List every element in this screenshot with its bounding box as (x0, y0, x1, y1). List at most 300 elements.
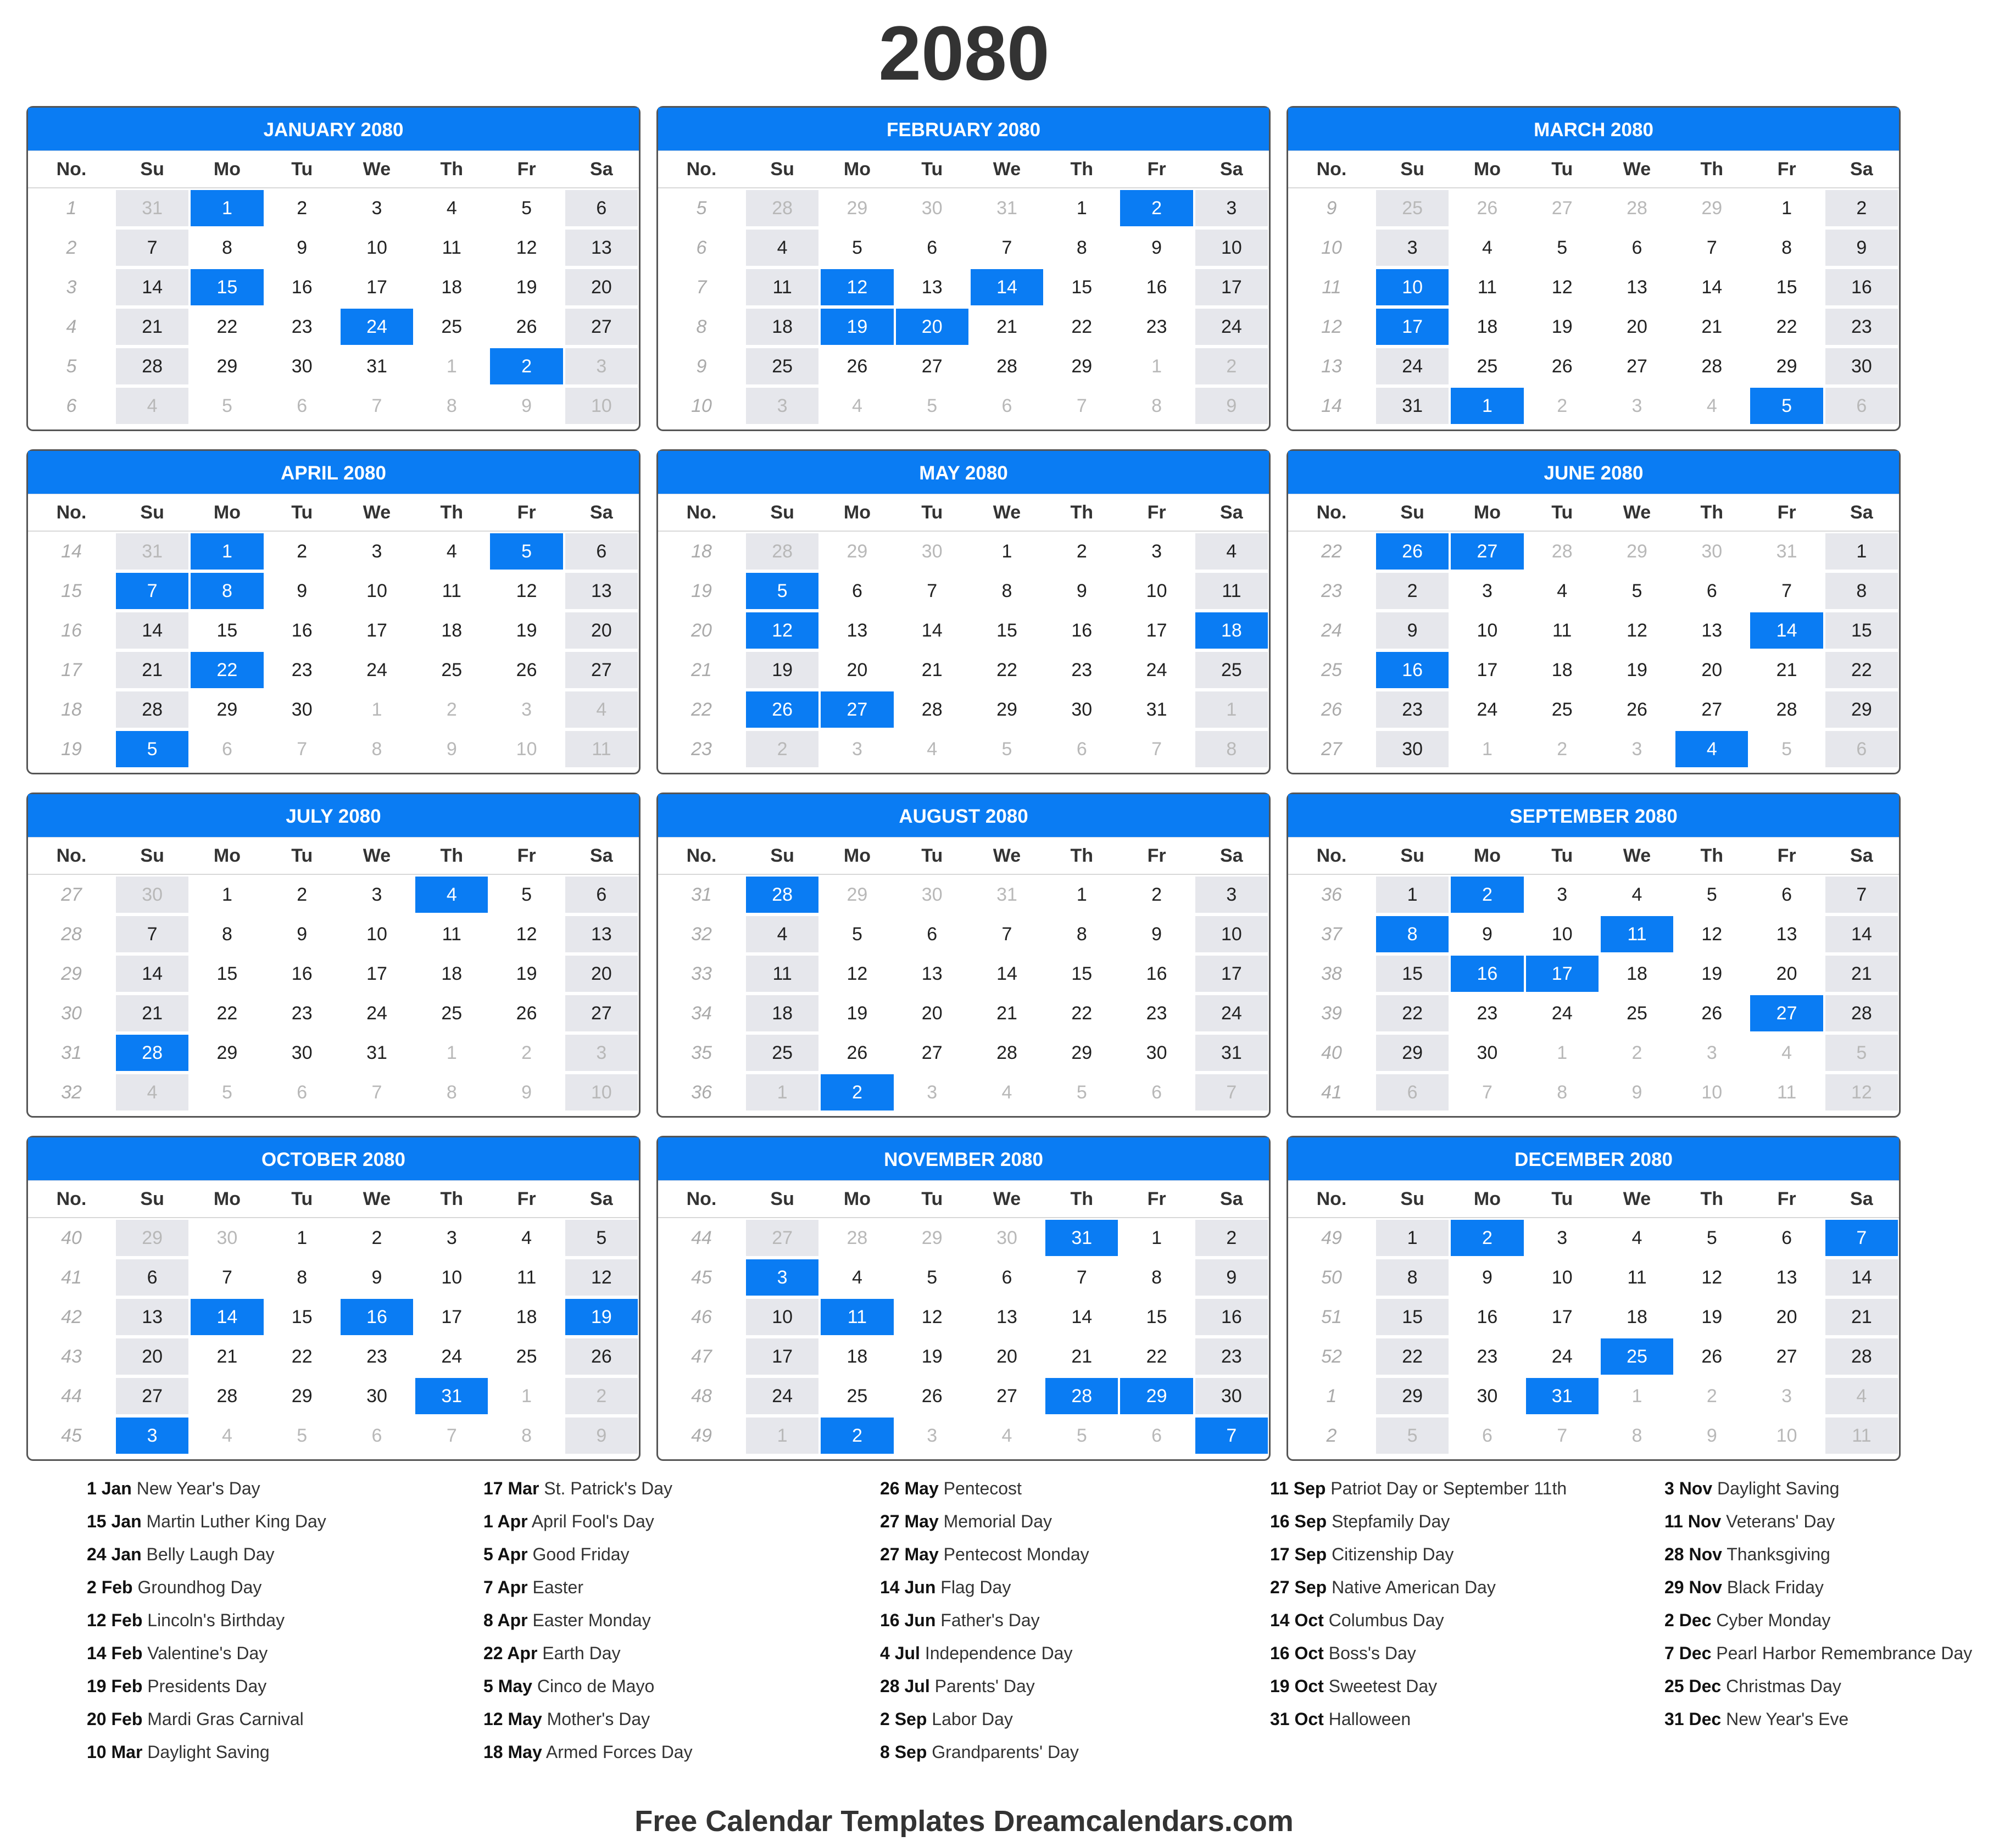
day-cell[interactable]: 1 (297, 1227, 308, 1248)
day-cell[interactable]: 6 (1482, 1425, 1492, 1446)
day-cell[interactable]: 10 (366, 581, 387, 601)
day-cell[interactable]: 26 (921, 1386, 943, 1407)
day-cell[interactable]: 25 (441, 316, 463, 337)
day-cell[interactable]: 27 (1701, 699, 1723, 720)
day-cell[interactable]: 20 (1701, 660, 1723, 680)
day-cell[interactable]: 2 (521, 1042, 532, 1063)
day-cell[interactable]: 9 (565, 1418, 638, 1454)
day-cell[interactable]: 4 (221, 1425, 232, 1446)
day-cell[interactable]: 25 (441, 1003, 463, 1024)
day-cell[interactable]: 2 (371, 1227, 382, 1248)
day-cell[interactable]: 3 (1151, 541, 1162, 562)
day-cell[interactable]: 7 (116, 230, 188, 266)
day-cell[interactable]: 3 (1195, 877, 1268, 913)
day-cell[interactable]: 5 (116, 731, 188, 767)
day-cell[interactable]: 4 (1781, 1042, 1792, 1063)
day-cell[interactable]: 5 (221, 395, 232, 416)
day-cell[interactable]: 10 (366, 237, 387, 258)
day-cell[interactable]: 20 (847, 660, 868, 680)
day-cell[interactable]: 11 (442, 924, 461, 945)
day-cell[interactable]: 5 (565, 1220, 638, 1256)
day-cell[interactable]: 6 (1781, 884, 1792, 905)
day-cell[interactable]: 22 (291, 1346, 313, 1367)
day-cell[interactable]: 14 (191, 1299, 263, 1335)
day-cell[interactable]: 3 (746, 1259, 818, 1296)
day-cell[interactable]: 29 (996, 699, 1017, 720)
day-cell[interactable]: 16 (1451, 956, 1523, 992)
day-cell[interactable]: 20 (565, 612, 638, 649)
day-cell[interactable]: 31 (1526, 1378, 1599, 1414)
day-cell[interactable]: 9 (1151, 924, 1162, 945)
day-cell[interactable]: 25 (1376, 190, 1449, 226)
day-cell[interactable]: 4 (116, 388, 188, 424)
day-cell[interactable]: 28 (746, 533, 818, 570)
day-cell[interactable]: 4 (1706, 395, 1717, 416)
day-cell[interactable]: 21 (1776, 660, 1797, 680)
day-cell[interactable]: 28 (1776, 699, 1797, 720)
day-cell[interactable]: 1 (1781, 198, 1792, 219)
day-cell[interactable]: 2 (446, 699, 457, 720)
day-cell[interactable]: 9 (297, 581, 308, 601)
day-cell[interactable]: 11 (442, 581, 461, 601)
day-cell[interactable]: 8 (1376, 1259, 1449, 1296)
day-cell[interactable]: 31 (116, 533, 188, 570)
day-cell[interactable]: 5 (851, 237, 862, 258)
day-cell[interactable]: 4 (116, 1074, 188, 1111)
day-cell[interactable]: 7 (1195, 1418, 1268, 1454)
day-cell[interactable]: 14 (1750, 612, 1823, 649)
day-cell[interactable]: 16 (1825, 269, 1898, 305)
day-cell[interactable]: 8 (371, 739, 382, 760)
day-cell[interactable]: 8 (1151, 1267, 1162, 1288)
day-cell[interactable]: 5 (1076, 1425, 1087, 1446)
day-cell[interactable]: 25 (1195, 652, 1268, 688)
day-cell[interactable]: 5 (1825, 1035, 1898, 1071)
day-cell[interactable]: 8 (1825, 573, 1898, 609)
day-cell[interactable]: 3 (371, 884, 382, 905)
day-cell[interactable]: 5 (1557, 237, 1568, 258)
day-cell[interactable]: 22 (216, 1003, 238, 1024)
day-cell[interactable]: 23 (1071, 660, 1093, 680)
day-cell[interactable]: 9 (446, 739, 457, 760)
day-cell[interactable]: 12 (1627, 620, 1647, 641)
day-cell[interactable]: 8 (521, 1425, 532, 1446)
day-cell[interactable]: 13 (565, 916, 638, 952)
day-cell[interactable]: 1 (1195, 691, 1268, 728)
day-cell[interactable]: 14 (116, 956, 188, 992)
day-cell[interactable]: 20 (1627, 316, 1647, 337)
day-cell[interactable]: 8 (1781, 237, 1792, 258)
day-cell[interactable]: 5 (521, 884, 532, 905)
day-cell[interactable]: 26 (1701, 1003, 1723, 1024)
day-cell[interactable]: 8 (446, 1082, 457, 1103)
day-cell[interactable]: 11 (1776, 1082, 1797, 1103)
day-cell[interactable]: 18 (1551, 660, 1573, 680)
day-cell[interactable]: 10 (1701, 1082, 1723, 1103)
day-cell[interactable]: 19 (746, 652, 818, 688)
day-cell[interactable]: 16 (1195, 1299, 1268, 1335)
day-cell[interactable]: 29 (116, 1220, 188, 1256)
day-cell[interactable]: 15 (1376, 1299, 1449, 1335)
day-cell[interactable]: 3 (1631, 395, 1642, 416)
day-cell[interactable]: 11 (516, 1267, 537, 1288)
day-cell[interactable]: 4 (1631, 884, 1642, 905)
day-cell[interactable]: 21 (216, 1346, 238, 1367)
day-cell[interactable]: 22 (1146, 1346, 1167, 1367)
day-cell[interactable]: 5 (746, 573, 818, 609)
day-cell[interactable]: 22 (216, 316, 238, 337)
day-cell[interactable]: 6 (297, 1082, 308, 1103)
day-cell[interactable]: 20 (921, 1003, 943, 1024)
day-cell[interactable]: 5 (521, 198, 532, 219)
day-cell[interactable]: 10 (565, 388, 638, 424)
day-cell[interactable]: 3 (1631, 739, 1642, 760)
day-cell[interactable]: 12 (821, 269, 893, 305)
day-cell[interactable]: 25 (1551, 699, 1573, 720)
day-cell[interactable]: 19 (1627, 660, 1647, 680)
day-cell[interactable]: 2 (1706, 1386, 1717, 1407)
day-cell[interactable]: 24 (746, 1378, 818, 1414)
day-cell[interactable]: 24 (341, 309, 413, 345)
day-cell[interactable]: 17 (746, 1338, 818, 1375)
day-cell[interactable]: 18 (441, 620, 463, 641)
day-cell[interactable]: 21 (996, 316, 1017, 337)
day-cell[interactable]: 3 (371, 198, 382, 219)
day-cell[interactable]: 30 (1146, 1042, 1167, 1063)
day-cell[interactable]: 15 (1776, 277, 1797, 298)
day-cell[interactable]: 1 (1825, 533, 1898, 570)
day-cell[interactable]: 1 (371, 699, 382, 720)
day-cell[interactable]: 1 (191, 533, 263, 570)
day-cell[interactable]: 4 (1825, 1378, 1898, 1414)
day-cell[interactable]: 2 (297, 541, 308, 562)
day-cell[interactable]: 28 (116, 691, 188, 728)
day-cell[interactable]: 3 (1482, 581, 1492, 601)
day-cell[interactable]: 19 (516, 620, 537, 641)
day-cell[interactable]: 29 (847, 884, 868, 905)
day-cell[interactable]: 29 (291, 1386, 313, 1407)
day-cell[interactable]: 4 (521, 1227, 532, 1248)
day-cell[interactable]: 4 (851, 395, 862, 416)
day-cell[interactable]: 6 (1825, 388, 1898, 424)
footer-site-link[interactable]: Dreamcalendars.com (993, 1805, 1294, 1838)
day-cell[interactable]: 6 (371, 1425, 382, 1446)
day-cell[interactable]: 1 (1001, 541, 1012, 562)
day-cell[interactable]: 10 (441, 1267, 463, 1288)
day-cell[interactable]: 24 (366, 1003, 387, 1024)
day-cell[interactable]: 1 (1376, 877, 1449, 913)
day-cell[interactable]: 25 (746, 1035, 818, 1071)
day-cell[interactable]: 9 (1482, 924, 1492, 945)
day-cell[interactable]: 12 (516, 237, 537, 258)
day-cell[interactable]: 14 (1825, 1259, 1898, 1296)
day-cell[interactable]: 4 (1482, 237, 1492, 258)
day-cell[interactable]: 11 (1601, 916, 1673, 952)
day-cell[interactable]: 14 (1701, 277, 1723, 298)
day-cell[interactable]: 12 (921, 1307, 943, 1327)
day-cell[interactable]: 17 (1195, 956, 1268, 992)
day-cell[interactable]: 2 (821, 1074, 893, 1111)
day-cell[interactable]: 31 (1776, 541, 1797, 562)
day-cell[interactable]: 18 (847, 1346, 868, 1367)
day-cell[interactable]: 27 (1750, 995, 1823, 1031)
day-cell[interactable]: 9 (371, 1267, 382, 1288)
day-cell[interactable]: 26 (746, 691, 818, 728)
day-cell[interactable]: 28 (216, 1386, 238, 1407)
day-cell[interactable]: 29 (1376, 1378, 1449, 1414)
day-cell[interactable]: 2 (1076, 541, 1087, 562)
day-cell[interactable]: 19 (1701, 963, 1723, 984)
day-cell[interactable]: 4 (446, 541, 457, 562)
day-cell[interactable]: 4 (851, 1267, 862, 1288)
day-cell[interactable]: 7 (927, 581, 938, 601)
day-cell[interactable]: 20 (1776, 1307, 1797, 1327)
day-cell[interactable]: 4 (565, 691, 638, 728)
day-cell[interactable]: 26 (1376, 533, 1449, 570)
day-cell[interactable]: 19 (1551, 316, 1573, 337)
day-cell[interactable]: 23 (1146, 316, 1167, 337)
day-cell[interactable]: 13 (116, 1299, 188, 1335)
day-cell[interactable]: 13 (921, 963, 943, 984)
day-cell[interactable]: 23 (291, 1003, 313, 1024)
day-cell[interactable]: 18 (1195, 612, 1268, 649)
day-cell[interactable]: 3 (116, 1418, 188, 1454)
day-cell[interactable]: 26 (516, 660, 537, 680)
day-cell[interactable]: 23 (291, 316, 313, 337)
day-cell[interactable]: 3 (746, 388, 818, 424)
day-cell[interactable]: 23 (1477, 1003, 1498, 1024)
day-cell[interactable]: 9 (521, 1082, 532, 1103)
day-cell[interactable]: 31 (996, 884, 1017, 905)
day-cell[interactable]: 30 (216, 1227, 238, 1248)
day-cell[interactable]: 5 (1001, 739, 1012, 760)
day-cell[interactable]: 20 (565, 269, 638, 305)
day-cell[interactable]: 8 (191, 573, 263, 609)
day-cell[interactable]: 6 (221, 739, 232, 760)
day-cell[interactable]: 9 (1076, 581, 1087, 601)
day-cell[interactable]: 21 (1825, 1299, 1898, 1335)
day-cell[interactable]: 31 (366, 356, 387, 377)
day-cell[interactable]: 4 (1001, 1082, 1012, 1103)
day-cell[interactable]: 1 (1482, 739, 1492, 760)
day-cell[interactable]: 16 (1477, 1307, 1498, 1327)
day-cell[interactable]: 2 (1120, 190, 1193, 226)
day-cell[interactable]: 1 (1557, 1042, 1568, 1063)
day-cell[interactable]: 12 (1825, 1074, 1898, 1111)
day-cell[interactable]: 12 (565, 1259, 638, 1296)
day-cell[interactable]: 30 (921, 541, 943, 562)
day-cell[interactable]: 15 (1146, 1307, 1167, 1327)
day-cell[interactable]: 28 (996, 356, 1017, 377)
day-cell[interactable]: 7 (446, 1425, 457, 1446)
day-cell[interactable]: 6 (1631, 237, 1642, 258)
day-cell[interactable]: 27 (1451, 533, 1523, 570)
day-cell[interactable]: 27 (821, 691, 893, 728)
day-cell[interactable]: 12 (847, 963, 868, 984)
day-cell[interactable]: 12 (1701, 1267, 1723, 1288)
day-cell[interactable]: 11 (1627, 1267, 1647, 1288)
day-cell[interactable]: 28 (847, 1227, 868, 1248)
day-cell[interactable]: 25 (1477, 356, 1498, 377)
day-cell[interactable]: 14 (116, 269, 188, 305)
day-cell[interactable]: 22 (996, 660, 1017, 680)
day-cell[interactable]: 20 (116, 1338, 188, 1375)
day-cell[interactable]: 21 (116, 652, 188, 688)
day-cell[interactable]: 4 (1195, 533, 1268, 570)
day-cell[interactable]: 15 (291, 1307, 313, 1327)
day-cell[interactable]: 15 (216, 963, 238, 984)
day-cell[interactable]: 18 (441, 963, 463, 984)
day-cell[interactable]: 2 (746, 731, 818, 767)
day-cell[interactable]: 13 (921, 277, 943, 298)
day-cell[interactable]: 24 (1477, 699, 1498, 720)
day-cell[interactable]: 1 (1631, 1386, 1642, 1407)
day-cell[interactable]: 29 (1701, 198, 1723, 219)
day-cell[interactable]: 7 (116, 916, 188, 952)
day-cell[interactable]: 28 (1825, 1338, 1898, 1375)
day-cell[interactable]: 17 (1195, 269, 1268, 305)
day-cell[interactable]: 30 (1477, 1386, 1498, 1407)
day-cell[interactable]: 2 (1825, 190, 1898, 226)
day-cell[interactable]: 27 (565, 995, 638, 1031)
day-cell[interactable]: 4 (1557, 581, 1568, 601)
day-cell[interactable]: 23 (1477, 1346, 1498, 1367)
day-cell[interactable]: 27 (921, 356, 943, 377)
day-cell[interactable]: 6 (1001, 1267, 1012, 1288)
day-cell[interactable]: 6 (1151, 1425, 1162, 1446)
day-cell[interactable]: 30 (116, 877, 188, 913)
day-cell[interactable]: 2 (1631, 1042, 1642, 1063)
day-cell[interactable]: 23 (1376, 691, 1449, 728)
day-cell[interactable]: 16 (1376, 652, 1449, 688)
day-cell[interactable]: 1 (1076, 198, 1087, 219)
day-cell[interactable]: 29 (847, 541, 868, 562)
day-cell[interactable]: 3 (446, 1227, 457, 1248)
day-cell[interactable]: 3 (1706, 1042, 1717, 1063)
day-cell[interactable]: 31 (116, 190, 188, 226)
day-cell[interactable]: 10 (366, 924, 387, 945)
day-cell[interactable]: 21 (1071, 1346, 1093, 1367)
day-cell[interactable]: 6 (1376, 1074, 1449, 1111)
day-cell[interactable]: 31 (1045, 1220, 1118, 1256)
day-cell[interactable]: 15 (996, 620, 1017, 641)
day-cell[interactable]: 27 (996, 1386, 1017, 1407)
day-cell[interactable]: 7 (1195, 1074, 1268, 1111)
day-cell[interactable]: 22 (1071, 316, 1093, 337)
day-cell[interactable]: 3 (1195, 190, 1268, 226)
day-cell[interactable]: 26 (516, 1003, 537, 1024)
day-cell[interactable]: 24 (1146, 660, 1167, 680)
day-cell[interactable]: 14 (921, 620, 943, 641)
day-cell[interactable]: 8 (1557, 1082, 1568, 1103)
day-cell[interactable]: 29 (1776, 356, 1797, 377)
day-cell[interactable]: 30 (1477, 1042, 1498, 1063)
day-cell[interactable]: 22 (1376, 1338, 1449, 1375)
day-cell[interactable]: 26 (565, 1338, 638, 1375)
day-cell[interactable]: 3 (521, 699, 532, 720)
day-cell[interactable]: 13 (565, 573, 638, 609)
day-cell[interactable]: 1 (746, 1418, 818, 1454)
day-cell[interactable]: 9 (1706, 1425, 1717, 1446)
day-cell[interactable]: 19 (847, 1003, 868, 1024)
day-cell[interactable]: 26 (1701, 1346, 1723, 1367)
day-cell[interactable]: 16 (291, 277, 313, 298)
day-cell[interactable]: 10 (746, 1299, 818, 1335)
day-cell[interactable]: 20 (896, 309, 968, 345)
day-cell[interactable]: 24 (1551, 1346, 1573, 1367)
day-cell[interactable]: 1 (1151, 356, 1162, 377)
day-cell[interactable]: 30 (921, 198, 943, 219)
day-cell[interactable]: 8 (446, 395, 457, 416)
day-cell[interactable]: 2 (1195, 348, 1268, 384)
day-cell[interactable]: 3 (1557, 1227, 1568, 1248)
day-cell[interactable]: 27 (1776, 1346, 1797, 1367)
day-cell[interactable]: 30 (1376, 731, 1449, 767)
day-cell[interactable]: 9 (297, 924, 308, 945)
day-cell[interactable]: 15 (1376, 956, 1449, 992)
day-cell[interactable]: 5 (927, 395, 938, 416)
day-cell[interactable]: 2 (490, 348, 563, 384)
day-cell[interactable]: 23 (1195, 1338, 1268, 1375)
day-cell[interactable]: 29 (1071, 1042, 1093, 1063)
day-cell[interactable]: 1 (1451, 388, 1523, 424)
day-cell[interactable]: 13 (1776, 1267, 1797, 1288)
day-cell[interactable]: 18 (1627, 963, 1647, 984)
day-cell[interactable]: 11 (746, 269, 818, 305)
day-cell[interactable]: 28 (1551, 541, 1573, 562)
day-cell[interactable]: 14 (1071, 1307, 1093, 1327)
day-cell[interactable]: 10 (1146, 581, 1167, 601)
day-cell[interactable]: 18 (441, 277, 463, 298)
day-cell[interactable]: 31 (1376, 388, 1449, 424)
day-cell[interactable]: 30 (1071, 699, 1093, 720)
day-cell[interactable]: 6 (297, 395, 308, 416)
day-cell[interactable]: 7 (1151, 739, 1162, 760)
day-cell[interactable]: 19 (921, 1346, 943, 1367)
day-cell[interactable]: 4 (446, 198, 457, 219)
day-cell[interactable]: 3 (851, 739, 862, 760)
day-cell[interactable]: 7 (371, 1082, 382, 1103)
day-cell[interactable]: 10 (565, 1074, 638, 1111)
day-cell[interactable]: 29 (1627, 541, 1647, 562)
day-cell[interactable]: 7 (1825, 877, 1898, 913)
day-cell[interactable]: 12 (1551, 277, 1573, 298)
day-cell[interactable]: 7 (297, 739, 308, 760)
day-cell[interactable]: 29 (1376, 1035, 1449, 1071)
day-cell[interactable]: 30 (1195, 1378, 1268, 1414)
day-cell[interactable]: 31 (366, 1042, 387, 1063)
day-cell[interactable]: 10 (1551, 1267, 1573, 1288)
day-cell[interactable]: 22 (1776, 316, 1797, 337)
day-cell[interactable]: 28 (996, 1042, 1017, 1063)
day-cell[interactable]: 11 (442, 237, 461, 258)
day-cell[interactable]: 30 (291, 356, 313, 377)
day-cell[interactable]: 2 (1557, 395, 1568, 416)
day-cell[interactable]: 5 (927, 1267, 938, 1288)
day-cell[interactable]: 8 (1076, 237, 1087, 258)
day-cell[interactable]: 17 (366, 277, 387, 298)
day-cell[interactable]: 23 (366, 1346, 387, 1367)
day-cell[interactable]: 3 (927, 1082, 938, 1103)
day-cell[interactable]: 16 (1146, 277, 1167, 298)
day-cell[interactable]: 14 (1825, 916, 1898, 952)
day-cell[interactable]: 8 (297, 1267, 308, 1288)
day-cell[interactable]: 30 (996, 1227, 1017, 1248)
day-cell[interactable]: 18 (746, 309, 818, 345)
day-cell[interactable]: 11 (565, 731, 638, 767)
day-cell[interactable]: 17 (1526, 956, 1599, 992)
day-cell[interactable]: 8 (1076, 924, 1087, 945)
